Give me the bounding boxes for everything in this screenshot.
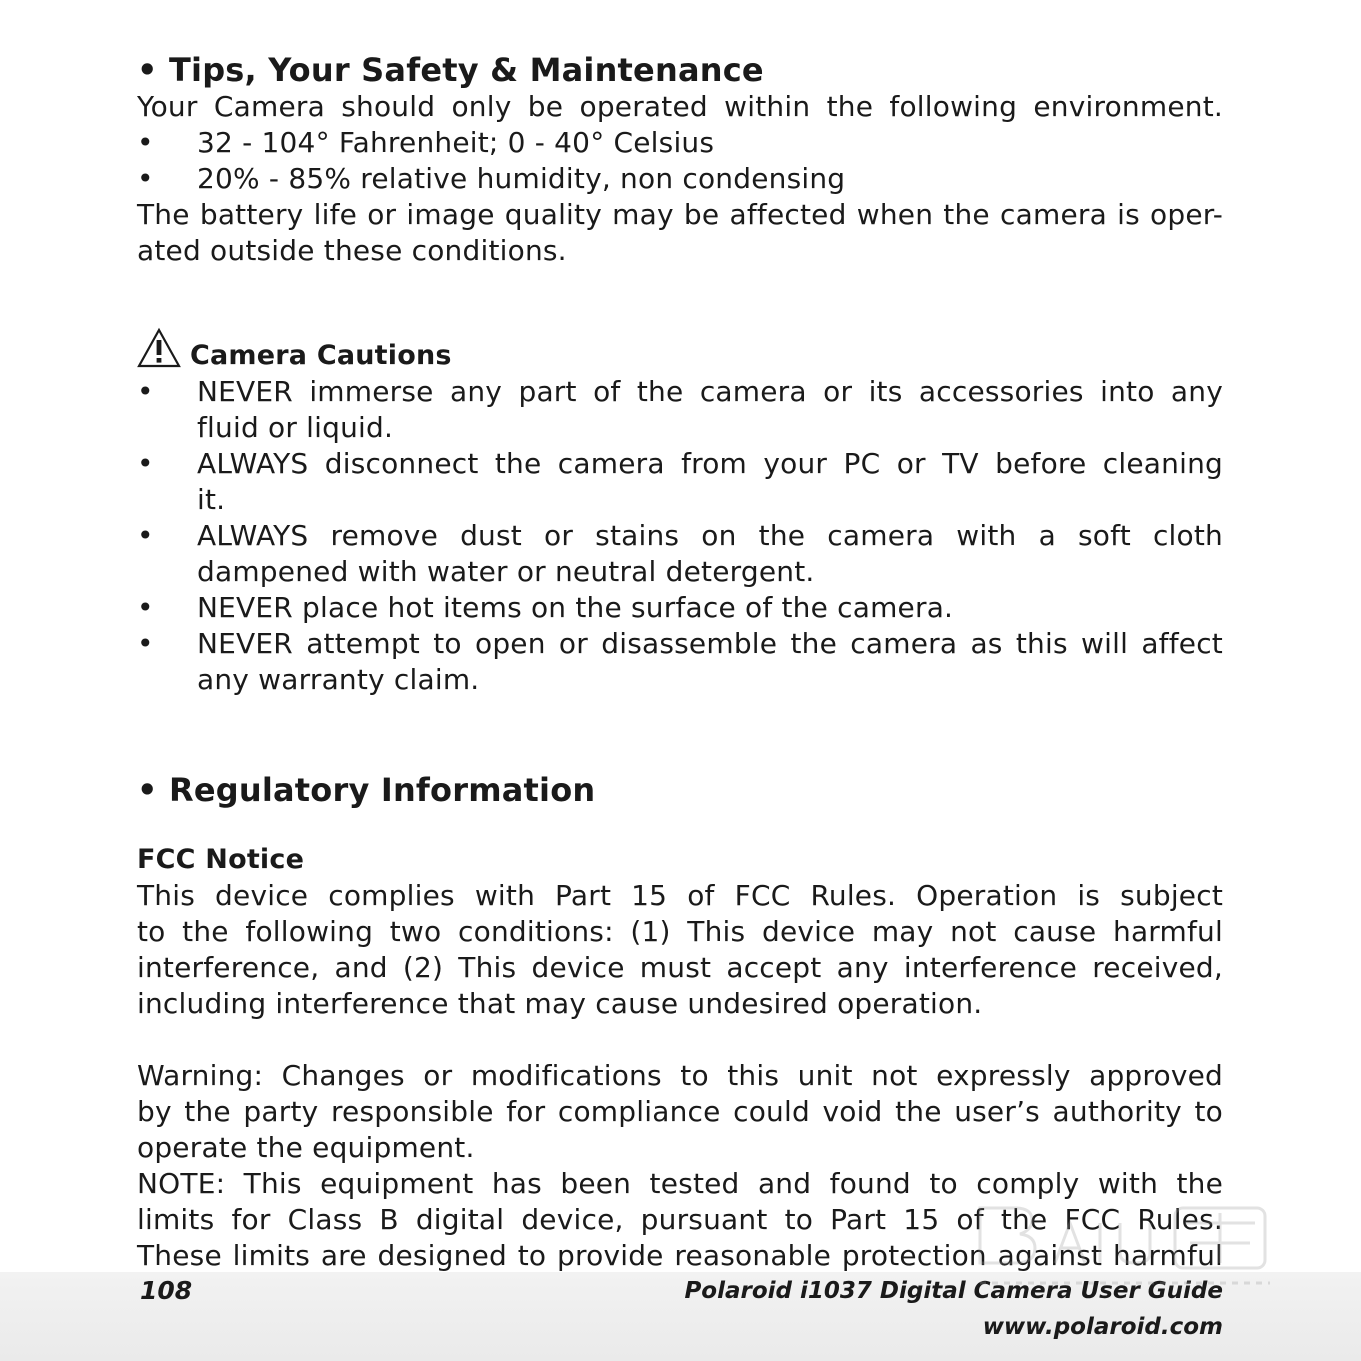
environment-intro: Your Camera should only be operated within the following environment. (137, 90, 1223, 123)
warning-triangle-icon (137, 327, 181, 369)
cautions-title: Camera Cautions (190, 340, 452, 371)
environment-temperature: 32 - 104° Fahrenheit; 0 - 40° Celsius (197, 126, 715, 159)
battery-note-line1: The battery life or image quality may be affected when the camera is oper- (137, 198, 1223, 231)
note-line-2: limits for Class B digital device, pursuant to Part 15 of the FCC Rules. (137, 1203, 1223, 1236)
warning-line-3: operate the equipment. (137, 1131, 475, 1164)
caution-3-line2: dampened with water or neutral detergent. (197, 555, 815, 588)
caution-5-line2: any warranty claim. (197, 663, 480, 696)
bullet-dot: • (137, 126, 154, 159)
fcc-line-4: including interference that may cause undesired operation. (137, 987, 983, 1020)
caution-1-line1: NEVER immerse any part of the camera or its accessories into any (197, 375, 1223, 408)
caution-5-line1: NEVER attempt to open or disassemble the camera as this will affect (197, 627, 1223, 660)
caution-4-line1: NEVER place hot items on the surface of the camera. (197, 591, 954, 624)
section-heading-regulatory: • Regulatory Information (137, 771, 596, 809)
caution-1-line2: fluid or liquid. (197, 411, 394, 444)
guide-title: Polaroid i1037 Digital Camera User Guide (684, 1278, 1223, 1304)
battery-note-line2: ated outside these conditions. (137, 234, 567, 267)
warning-line-1: Warning: Changes or modifications to this unit not expressly approved (137, 1059, 1223, 1092)
fcc-notice-title: FCC Notice (137, 844, 305, 875)
fcc-line-2: to the following two conditions: (1) This device may not cause harmful (137, 915, 1223, 948)
caution-3-line1: ALWAYS remove dust or stains on the camera with a soft cloth (197, 519, 1223, 552)
caution-2-line1: ALWAYS disconnect the camera from your PC or TV before cleaning (197, 447, 1223, 480)
fcc-line-3: interference, and (2) This device must accept any interference received, (137, 951, 1223, 984)
website-link[interactable]: www.polaroid.com (982, 1314, 1223, 1340)
caution-2-line2: it. (197, 483, 226, 516)
environment-humidity: 20% - 85% relative humidity, non condensing (197, 162, 846, 195)
bullet-dot: • (137, 375, 154, 408)
page-number: 108 (140, 1276, 193, 1305)
bullet-dot: • (137, 162, 154, 195)
bullet-dot: • (137, 447, 154, 480)
note-line-1: NOTE: This equipment has been tested and found to comply with the (137, 1167, 1223, 1200)
bullet-dot: • (137, 519, 154, 552)
section-heading-safety: • Tips, Your Safety & Maintenance (137, 51, 764, 89)
bullet-dot: • (137, 627, 154, 660)
warning-line-2: by the party responsible for compliance could void the user’s authority to (137, 1095, 1223, 1128)
bullet-dot: • (137, 591, 154, 624)
fcc-line-1: This device complies with Part 15 of FCC Rules. Operation is subject (137, 879, 1223, 912)
note-line-3: These limits are designed to provide reasonable protection against harmful (137, 1239, 1223, 1272)
